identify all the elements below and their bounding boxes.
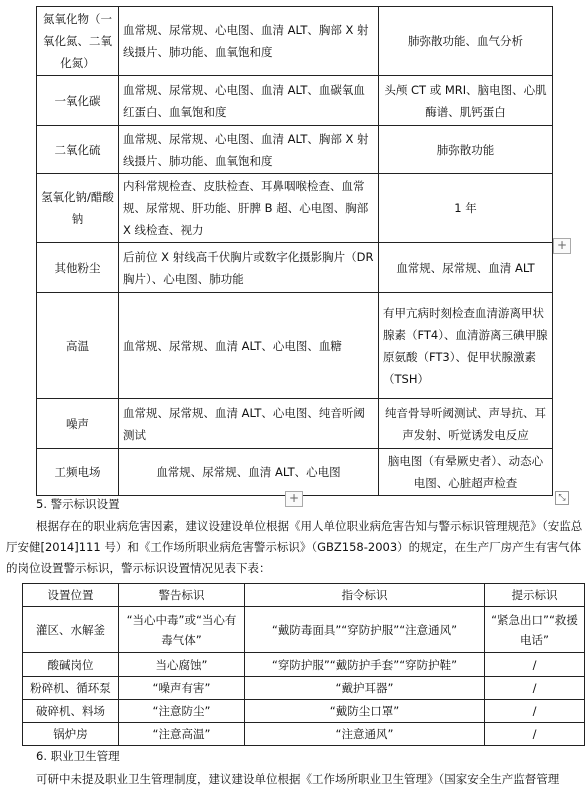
table-row: [37, 399, 553, 449]
hazard-cell: 其他粉尘: [37, 243, 119, 293]
hint-cell: /: [485, 653, 585, 677]
table-row: [23, 677, 585, 700]
location-cell: 灌区、水解釜: [23, 607, 119, 653]
pre-job-cell: 后前位 X 射线高千伏胸片或数字化摄影胸片（DR 胸片）、心电图、肺功能: [119, 243, 379, 293]
instruction-cell: “戴防毒面具”“穿防护服”“注意通风”: [245, 607, 485, 653]
column-header: 指令标识: [245, 584, 485, 607]
pre-job-cell: 血常规、尿常规、血清 ALT、心电图、纯音听阈测试: [119, 399, 379, 449]
warning-cell: 当心腐蚀”: [119, 653, 245, 677]
table-row: [37, 7, 553, 76]
table-row: [37, 243, 553, 293]
on-job-cell: 肺弥散功能: [379, 126, 553, 174]
hint-cell: /: [485, 700, 585, 723]
table-row: [37, 293, 553, 399]
table-row: [37, 126, 553, 174]
warning-cell: “当心中毒”或“当心有毒气体”: [119, 607, 245, 653]
pre-job-cell: 内科常规检查、皮肤检查、耳鼻咽喉检查、血常规、尿常规、肝功能、肝脾 B 超、心电图、胸部 X 线检查、视力: [119, 174, 379, 243]
table-resize-handle[interactable]: ⤡: [555, 491, 569, 505]
on-job-cell: 血常规、尿常规、血清 ALT: [379, 243, 553, 293]
warning-cell: “注意防尘”: [119, 700, 245, 723]
pre-job-cell: 血常规、尿常规、心电图、血清 ALT、胸部 X 射线摄片、肺功能、血氧饱和度: [119, 7, 379, 76]
on-job-cell: 纯音骨导听阈测试、声导抗、耳声发射、听觉诱发电反应: [379, 399, 553, 449]
table-row: [23, 653, 585, 677]
column-header: 警告标识: [119, 584, 245, 607]
hazard-cell: 一氧化碳: [37, 76, 119, 126]
instruction-cell: “戴防尘口罩”: [245, 700, 485, 723]
hazard-cell: 噪声: [37, 399, 119, 449]
section-paragraph: 根据存在的职业病危害因素，建议设建设单位根据《用人单位职业病危害告知与警示标识管理规范》（安监总厅安健[2014]111 号）和《工作场所职业病危害警示标识》（GBZ158-2003）的规定，在生产厂房产生有害气体的岗位设置警示标识，警示标识设置情况见表下表：: [6, 519, 583, 575]
instruction-cell: “戴护耳器”: [245, 677, 485, 700]
table-row: [37, 174, 553, 243]
hazard-cell: 二氧化硫: [37, 126, 119, 174]
location-cell: 酸碱岗位: [23, 653, 119, 677]
table-row: [23, 607, 585, 653]
section-heading: 6. 职业卫生管理: [36, 749, 120, 763]
column-header: 设置位置: [23, 584, 119, 607]
pre-job-cell: 血常规、尿常规、心电图、血清 ALT、血碳氧血红蛋白、血氧饱和度: [119, 76, 379, 126]
hazard-cell: 氢氧化钠/醋酸钠: [37, 174, 119, 243]
location-cell: 破碎机、料场: [23, 700, 119, 723]
table-row: [23, 723, 585, 746]
on-job-cell: 1 年: [379, 174, 553, 243]
on-job-cell: 脑电图（有晕厥史者）、动态心电图、心脏超声检查: [379, 449, 553, 496]
on-job-cell: 有甲亢病时刻检查血清游离甲状腺素（FT4）、血清游离三碘甲腺原氨酸（FT3）、促甲状腺激素（TSH）: [379, 293, 553, 399]
location-cell: 粉碎机、循环泵: [23, 677, 119, 700]
hazard-cell: 高温: [37, 293, 119, 399]
add-column-handle[interactable]: +: [285, 491, 303, 507]
hint-cell: “紧急出口”“救援电话”: [485, 607, 585, 653]
table-row: [23, 700, 585, 723]
health-exam-table: [36, 6, 553, 496]
location-cell: 锅炉房: [23, 723, 119, 746]
warning-sign-table: [22, 583, 585, 746]
table-row: [37, 76, 553, 126]
hint-cell: /: [485, 723, 585, 746]
add-row-handle[interactable]: +: [553, 238, 571, 254]
on-job-cell: 肺弥散功能、血气分析: [379, 7, 553, 76]
warning-cell: “噪声有害”: [119, 677, 245, 700]
warning-cell: “注意高温”: [119, 723, 245, 746]
hint-cell: /: [485, 677, 585, 700]
pre-job-cell: 血常规、尿常规、血清 ALT、心电图、血糖: [119, 293, 379, 399]
section-heading: 5. 警示标识设置: [36, 497, 120, 511]
pre-job-cell: 血常规、尿常规、血清 ALT、心电图: [119, 449, 379, 496]
table-header-row: [23, 584, 585, 607]
table-row: [37, 449, 553, 496]
section-paragraph: 可研中未提及职业卫生管理制度，建议建设单位根据《工作场所职业卫生管理》（国家安全生产监督管理: [36, 772, 560, 786]
on-job-cell: 头颅 CT 或 MRI、脑电图、心肌酶谱、肌钙蛋白: [379, 76, 553, 126]
hazard-cell: 氮氧化物（一氧化氮、二氧化氮）: [37, 7, 119, 76]
column-header: 提示标识: [485, 584, 585, 607]
instruction-cell: “穿防护服”“戴防护手套”“穿防护鞋”: [245, 653, 485, 677]
hazard-cell: 工频电场: [37, 449, 119, 496]
instruction-cell: “注意通风”: [245, 723, 485, 746]
pre-job-cell: 血常规、尿常规、心电图、血清 ALT、胸部 X 射线摄片、肺功能、血氧饱和度: [119, 126, 379, 174]
